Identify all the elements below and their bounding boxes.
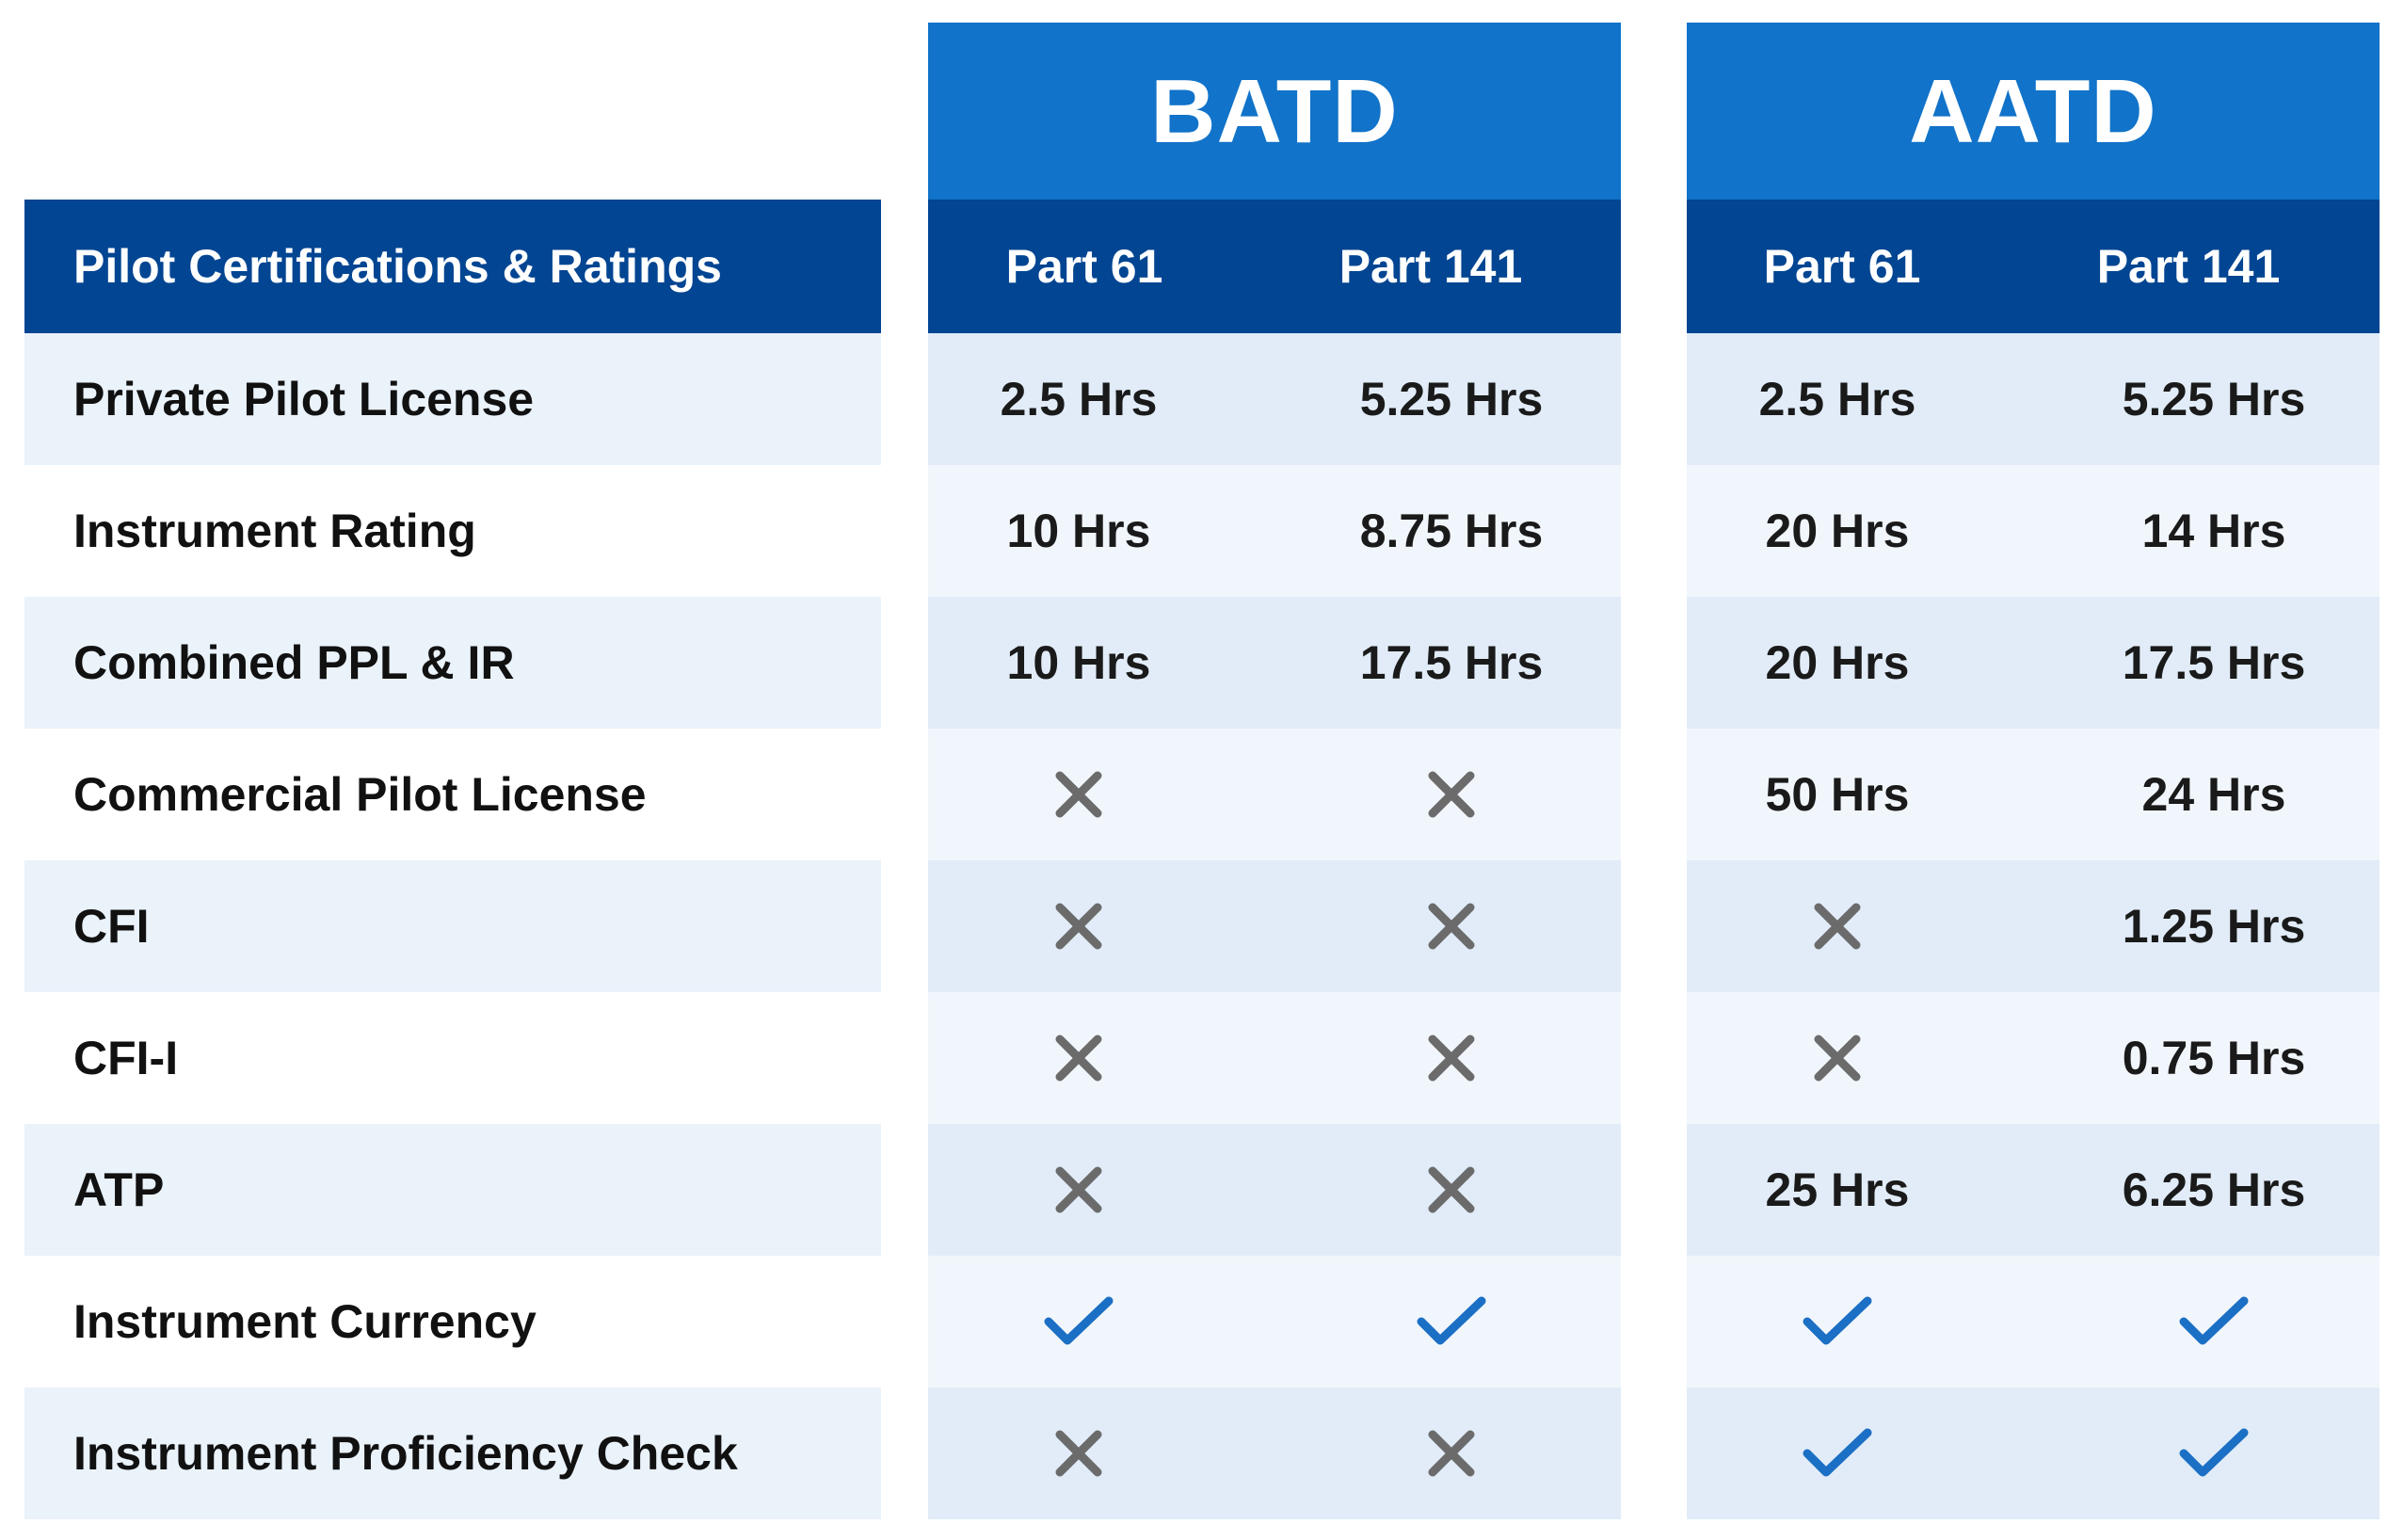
check-icon (1263, 1256, 1640, 1388)
group-header-batd: BATD (928, 23, 1621, 201)
row-label: Instrument Proficiency Check (73, 1427, 738, 1480)
hours-value: 10 Hrs (1006, 505, 1151, 557)
hours-value: 17.5 Hrs (2122, 636, 2306, 689)
hours-value: 17.5 Hrs (1359, 636, 1544, 689)
hours-value: 2.5 Hrs (1758, 373, 1916, 425)
subheader-batd-part141: Part 141 (1338, 240, 1523, 293)
hours-value: 5.25 Hrs (1359, 373, 1544, 425)
group-header-aatd: AATD (1687, 23, 2380, 201)
check-icon (890, 1256, 1267, 1388)
x-icon (890, 1388, 1267, 1519)
x-icon (1263, 1124, 1640, 1256)
table-row (24, 860, 2380, 992)
x-icon (890, 1124, 1267, 1256)
check-icon (2026, 1256, 2402, 1388)
x-icon (1263, 860, 1640, 992)
x-icon (1649, 860, 2026, 992)
row-label: Instrument Rating (73, 505, 476, 557)
check-icon (1649, 1388, 2026, 1519)
table-row (24, 465, 2380, 597)
table-row (24, 1124, 2380, 1256)
row-label: CFI-I (73, 1032, 179, 1084)
x-icon (890, 860, 1267, 992)
x-icon (1263, 1388, 1640, 1519)
hours-value: 0.75 Hrs (2122, 1032, 2306, 1084)
table-row (24, 1388, 2380, 1519)
x-icon (1263, 992, 1640, 1124)
row-label: Private Pilot License (73, 373, 535, 425)
hours-value: 20 Hrs (1765, 505, 1910, 557)
check-icon (2026, 1388, 2402, 1519)
hours-value: 1.25 Hrs (2122, 900, 2306, 953)
subheader-batd-part61: Part 61 (1005, 240, 1163, 293)
certifications-header: Pilot Certifications & Ratings (24, 200, 881, 333)
x-icon (890, 992, 1267, 1124)
row-label: Instrument Currency (73, 1295, 537, 1348)
table-row (24, 992, 2380, 1124)
x-icon (1649, 992, 2026, 1124)
row-label: CFI (73, 900, 150, 953)
table-row (24, 333, 2380, 465)
hours-value: 10 Hrs (1006, 636, 1151, 689)
x-icon (1263, 729, 1640, 860)
hours-value: 24 Hrs (2141, 768, 2286, 821)
hours-value: 8.75 Hrs (1359, 505, 1544, 557)
row-label: Combined PPL & IR (73, 636, 515, 689)
hours-value: 2.5 Hrs (1000, 373, 1158, 425)
hours-value: 6.25 Hrs (2122, 1163, 2306, 1216)
subheader-aatd (1687, 200, 2380, 333)
hours-value: 25 Hrs (1765, 1163, 1910, 1216)
check-icon (1649, 1256, 2026, 1388)
subheader-batd (928, 200, 1621, 333)
table-row (24, 729, 2380, 860)
hours-value: 14 Hrs (2141, 505, 2286, 557)
hours-value: 20 Hrs (1765, 636, 1910, 689)
hours-value: 5.25 Hrs (2122, 373, 2306, 425)
table-row (24, 1256, 2380, 1388)
hours-value: 50 Hrs (1765, 768, 1910, 821)
subheader-aatd-part141: Part 141 (2096, 240, 2281, 293)
row-label: ATP (73, 1163, 165, 1216)
x-icon (890, 729, 1267, 860)
table-row (24, 597, 2380, 729)
subheader-aatd-part61: Part 61 (1763, 240, 1921, 293)
row-label: Commercial Pilot License (73, 768, 647, 821)
